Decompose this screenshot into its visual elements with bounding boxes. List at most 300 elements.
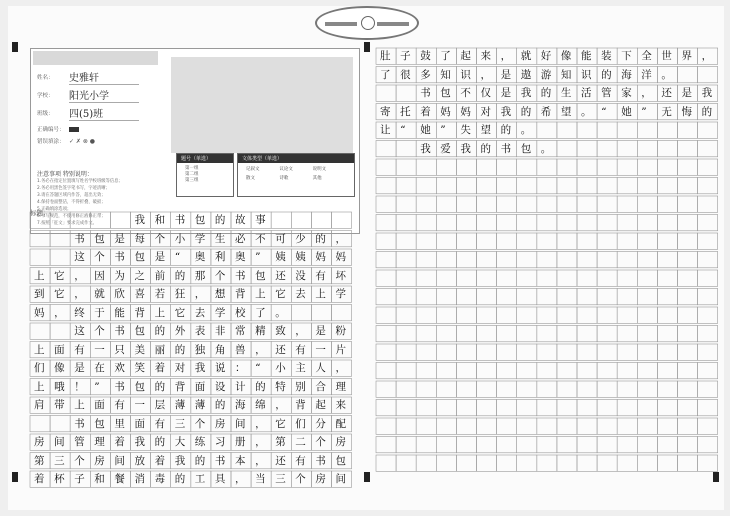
handwritten-char: 还 — [661, 87, 672, 99]
handwritten-char: ！ — [74, 380, 85, 393]
handwritten-char: 游 — [540, 68, 552, 81]
handwritten-char: 我 — [174, 454, 186, 467]
handwritten-char: 妈 — [440, 105, 451, 118]
grid-cell — [657, 418, 677, 434]
grid-cell — [416, 381, 436, 397]
grid-cell — [416, 159, 436, 175]
handwritten-char: 薄 — [194, 399, 206, 411]
handwritten-char: 喜 — [134, 288, 145, 300]
handwritten-char: 毒 — [154, 473, 166, 485]
grid-cell — [30, 249, 50, 265]
grid-cell — [617, 196, 637, 212]
grid-cell — [617, 178, 637, 194]
grid-cell — [30, 212, 50, 228]
grid-cell — [436, 437, 456, 453]
grid-cell — [271, 212, 291, 228]
grid-cell — [597, 233, 617, 249]
grid-cell — [416, 178, 436, 194]
grid-cell — [376, 344, 396, 360]
grid-cell — [597, 141, 617, 157]
grid-cell — [456, 178, 476, 194]
handwritten-char: 爱 — [440, 142, 451, 155]
handwritten-char: 背 — [134, 306, 145, 319]
grid-cell — [577, 178, 597, 194]
handwritten-char: 着 — [154, 362, 166, 374]
handwritten-char: 合 — [315, 380, 326, 393]
grid-cell — [456, 437, 476, 453]
grid-cell — [396, 381, 416, 397]
handwritten-char: 是 — [74, 362, 85, 374]
handwritten-char: 洋 — [641, 68, 652, 81]
handwritten-char: 鼓 — [420, 50, 431, 62]
grid-cell — [557, 400, 577, 416]
handwritten-char: 管 — [601, 87, 612, 99]
grid-cell — [497, 215, 517, 231]
handwritten-char: 间 — [114, 454, 125, 467]
registration-mark — [12, 42, 18, 52]
handwritten-char: 个 — [74, 454, 85, 467]
grid-cell — [376, 437, 396, 453]
handwritten-char: 粉 — [335, 325, 346, 337]
grid-cell — [577, 437, 597, 453]
grid-cell — [698, 67, 718, 83]
handwritten-char: 它 — [275, 288, 286, 300]
grid-cell — [456, 326, 476, 342]
grid-cell — [517, 307, 537, 323]
grid-cell — [497, 344, 517, 360]
grid-cell — [637, 344, 657, 360]
grid-cell — [396, 455, 416, 471]
grid-cell — [537, 455, 557, 471]
handwritten-char: ， — [480, 68, 491, 81]
handwritten-char: 上 — [154, 306, 166, 319]
handwritten-char: 哦 — [54, 380, 65, 393]
handwritten-char: 无 — [661, 105, 672, 118]
grid-cell — [617, 233, 637, 249]
handwritten-char: 面 — [134, 417, 145, 430]
grid-cell — [597, 400, 617, 416]
grid-cell — [332, 305, 352, 321]
handwritten-char: 包 — [94, 232, 105, 245]
handwritten-char: 书 — [174, 214, 186, 226]
handwritten-char: 我 — [194, 362, 206, 374]
handwritten-char: “ — [601, 105, 607, 118]
grid-cell — [376, 85, 396, 101]
grid-cell — [517, 196, 537, 212]
handwritten-char: 消 — [134, 473, 145, 485]
grid-cell — [416, 455, 436, 471]
handwritten-char: 我 — [420, 142, 431, 155]
handwritten-char: 外 — [174, 325, 186, 337]
grid-cell — [597, 418, 617, 434]
grid-cell — [456, 363, 476, 379]
handwritten-char: 我 — [134, 436, 145, 448]
grid-cell — [517, 233, 537, 249]
grid-cell — [657, 400, 677, 416]
handwritten-char: 是 — [154, 251, 166, 263]
grid-cell — [657, 437, 677, 453]
handwritten-char: 第 — [275, 436, 286, 448]
handwritten-char: 生 — [214, 232, 226, 245]
grid-cell — [537, 381, 557, 397]
handwritten-char: 设 — [214, 380, 226, 393]
handwritten-char: 当 — [255, 473, 266, 485]
school-field[interactable]: 阳光小学 — [69, 87, 139, 103]
grid-cell — [597, 215, 617, 231]
grid-cell — [617, 400, 637, 416]
handwritten-char: 望 — [480, 124, 491, 136]
handwritten-char: 间 — [54, 436, 65, 448]
handwritten-char: ， — [500, 50, 512, 62]
grid-cell — [436, 307, 456, 323]
genre-option[interactable]: 其他 — [312, 176, 322, 181]
grid-cell — [376, 455, 396, 471]
registration-mark — [364, 42, 370, 52]
genre-option[interactable]: 记叙文 — [246, 167, 260, 172]
handwritten-char: 是 — [500, 87, 512, 99]
grid-cell — [678, 381, 698, 397]
essay-title-label: 标题： — [30, 209, 50, 217]
grid-cell — [678, 178, 698, 194]
handwritten-char: ” — [255, 251, 261, 263]
grid-cell — [617, 159, 637, 175]
grid-cell — [698, 178, 718, 194]
topic-option[interactable]: 第三组 — [185, 178, 199, 183]
grid-cell — [50, 249, 70, 265]
handwritten-char: 主 — [295, 362, 306, 374]
grid-cell — [517, 400, 537, 416]
handwritten-char: 活 — [581, 87, 592, 99]
grid-cell — [90, 212, 110, 228]
handwritten-char: 悔 — [681, 105, 692, 118]
handwritten-char: 就 — [520, 50, 532, 62]
handwritten-char: 的 — [154, 325, 166, 337]
grid-cell — [637, 418, 657, 434]
grid-cell — [396, 85, 416, 101]
handwritten-char: 着 — [420, 105, 431, 118]
grid-cell — [698, 381, 718, 397]
grid-cell — [332, 212, 352, 228]
grid-cell — [416, 233, 436, 249]
grid-cell — [657, 326, 677, 342]
topic-option[interactable]: 第二组 — [185, 172, 199, 177]
grid-cell — [497, 178, 517, 194]
name-field[interactable]: 史雅轩 — [69, 69, 139, 85]
handwritten-char: 的 — [500, 124, 512, 136]
grid-cell — [376, 159, 396, 175]
grid-cell — [477, 344, 497, 360]
grid-cell — [657, 141, 677, 157]
grid-cell — [537, 437, 557, 453]
grid-cell — [557, 326, 577, 342]
grid-cell — [456, 381, 476, 397]
handwritten-char: 肚 — [380, 50, 391, 62]
handwritten-char: 的 — [174, 473, 186, 485]
wrong-fill-sample: ✓ ✗ ⊗ ● — [69, 137, 96, 145]
grid-cell — [497, 326, 517, 342]
genre-option[interactable]: 散文 — [246, 176, 255, 181]
grid-cell — [698, 252, 718, 268]
handwritten-char: 的 — [540, 87, 552, 99]
handwritten-char: 带 — [54, 399, 65, 411]
grid-cell — [617, 437, 637, 453]
grid-cell — [477, 233, 497, 249]
handwritten-char: 是 — [681, 87, 692, 99]
handwritten-char: 了 — [380, 68, 391, 81]
handwritten-char: 可 — [275, 232, 286, 245]
handwritten-char: 着 — [114, 436, 125, 448]
handwritten-char: 奥 — [194, 251, 206, 263]
grid-cell — [376, 196, 396, 212]
grid-cell — [376, 141, 396, 157]
handwritten-char: ， — [335, 232, 346, 245]
grid-cell — [517, 270, 537, 286]
grid-cell — [396, 326, 416, 342]
grid-cell — [436, 344, 456, 360]
handwritten-char: 的 — [520, 105, 532, 118]
handwritten-char: 致 — [275, 325, 286, 337]
correct-fill-label: 正确编号： — [37, 127, 65, 133]
grid-cell — [477, 178, 497, 194]
grid-cell — [597, 178, 617, 194]
handwritten-char: 包 — [520, 142, 532, 155]
grid-cell — [396, 215, 416, 231]
grid-cell — [517, 437, 537, 453]
grid-cell — [577, 252, 597, 268]
handwritten-char: 计 — [235, 380, 246, 393]
grid-cell — [497, 381, 517, 397]
grid-cell — [657, 307, 677, 323]
handwritten-char: 家 — [621, 87, 632, 99]
grid-cell — [678, 196, 698, 212]
grid-cell — [416, 326, 436, 342]
handwritten-char: ， — [74, 288, 85, 300]
handwritten-char: 我 — [500, 105, 512, 118]
grid-cell — [678, 215, 698, 231]
handwritten-char: 肩 — [34, 399, 45, 411]
grid-cell — [637, 215, 657, 231]
handwritten-char: 。 — [661, 68, 672, 81]
grid-cell — [657, 289, 677, 305]
grid-cell — [557, 418, 577, 434]
grid-cell — [50, 231, 70, 247]
grid-cell — [396, 196, 416, 212]
grid-cell — [537, 270, 557, 286]
handwritten-char: ， — [194, 288, 206, 300]
grid-cell — [637, 455, 657, 471]
grid-cell — [577, 270, 597, 286]
topic-box-title: 题号（单选） — [177, 154, 233, 163]
grid-cell — [637, 289, 657, 305]
handwritten-char: 书 — [114, 380, 125, 393]
grid-cell — [577, 381, 597, 397]
grid-cell — [597, 326, 617, 342]
grid-cell — [577, 233, 597, 249]
handwritten-char: 包 — [134, 325, 145, 337]
grid-cell — [537, 400, 557, 416]
grid-cell — [537, 289, 557, 305]
wrong-fill-label: 错误填涂： — [37, 139, 65, 145]
grid-cell — [456, 215, 476, 231]
registration-mark — [713, 472, 719, 482]
grid-cell — [396, 233, 416, 249]
grid-cell — [577, 141, 597, 157]
handwritten-char: 学 — [214, 306, 226, 319]
handwritten-char: 它 — [54, 269, 65, 282]
grid-cell — [537, 159, 557, 175]
grid-cell — [657, 381, 677, 397]
handwritten-char: 独 — [194, 343, 206, 356]
handwritten-char: 背 — [295, 399, 306, 411]
handwritten-char: 利 — [214, 251, 226, 263]
grid-cell — [678, 159, 698, 175]
genre-option[interactable]: 诗歌 — [279, 176, 289, 181]
grid-cell — [477, 270, 497, 286]
grid-cell — [698, 400, 718, 416]
grid-cell — [396, 159, 416, 175]
grid-cell — [597, 381, 617, 397]
grid-cell — [698, 344, 718, 360]
handwritten-char: 姨 — [275, 251, 286, 263]
genre-option[interactable]: 议论文 — [279, 167, 293, 172]
handwritten-char: 每 — [134, 232, 145, 245]
grid-cell — [456, 344, 476, 360]
grid-cell — [376, 307, 396, 323]
grid-cell — [477, 289, 497, 305]
handwritten-char: 薄 — [174, 399, 186, 411]
registration-mark — [364, 472, 370, 482]
handwritten-char: 册 — [235, 436, 246, 448]
handwritten-char: “ — [400, 124, 406, 136]
handwritten-char: 妈 — [315, 251, 326, 263]
handwritten-char: 这 — [74, 251, 85, 263]
handwritten-char: 姨 — [295, 251, 306, 263]
grid-cell — [537, 326, 557, 342]
handwritten-char: 的 — [255, 380, 266, 393]
grid-cell — [577, 122, 597, 138]
grid-cell — [678, 363, 698, 379]
handwritten-char: 上 — [34, 380, 45, 393]
grid-cell — [537, 215, 557, 231]
grid-cell — [678, 233, 698, 249]
grid-cell — [517, 159, 537, 175]
grid-cell — [557, 159, 577, 175]
handwritten-char: 习 — [214, 436, 226, 448]
grid-cell — [617, 326, 637, 342]
grid-cell — [537, 178, 557, 194]
grid-cell — [557, 344, 577, 360]
grid-cell — [698, 307, 718, 323]
grid-cell — [436, 289, 456, 305]
grid-cell — [617, 270, 637, 286]
grid-cell — [436, 178, 456, 194]
handwritten-char: 表 — [194, 325, 206, 337]
grid-cell — [30, 231, 50, 247]
name-label: 姓名： — [37, 75, 54, 81]
handwritten-char: 书 — [74, 417, 85, 430]
grid-cell — [597, 196, 617, 212]
grid-cell — [557, 122, 577, 138]
grid-cell — [557, 178, 577, 194]
grid-cell — [678, 307, 698, 323]
grid-cell — [50, 323, 70, 339]
handwritten-char: 房 — [34, 436, 45, 448]
grid-cell — [597, 455, 617, 471]
grid-cell — [617, 418, 637, 434]
handwritten-char: 一 — [315, 343, 326, 356]
handwritten-char: 一 — [94, 343, 105, 356]
grid-cell — [637, 400, 657, 416]
handwritten-char: 理 — [335, 380, 346, 393]
grid-cell — [517, 418, 537, 434]
handwritten-char: 她 — [621, 105, 632, 118]
handwritten-char: 还 — [275, 269, 286, 282]
handwritten-char: 我 — [134, 214, 145, 226]
grid-cell — [678, 455, 698, 471]
handwritten-char: 上 — [74, 399, 85, 411]
handwritten-char: 放 — [134, 454, 145, 467]
grid-cell — [477, 381, 497, 397]
handwritten-char: 书 — [420, 87, 431, 99]
handwritten-char: 它 — [54, 288, 65, 300]
handwritten-char: 于 — [94, 306, 105, 319]
grid-cell — [597, 363, 617, 379]
handwritten-char: 书 — [500, 142, 512, 155]
handwritten-char: 若 — [154, 288, 166, 300]
handwritten-char: 妈 — [34, 306, 45, 319]
handwritten-char: 包 — [194, 214, 206, 226]
grid-cell — [557, 455, 577, 471]
topic-option[interactable]: 第一组 — [185, 166, 199, 171]
grid-cell — [477, 418, 497, 434]
handwritten-char: 全 — [641, 50, 652, 62]
grid-cell — [436, 400, 456, 416]
grid-cell — [416, 307, 436, 323]
handwritten-char: 少 — [295, 232, 306, 245]
handwritten-char: 生 — [560, 87, 572, 99]
handwritten-char: 我 — [460, 142, 471, 155]
handwritten-char: 学 — [335, 288, 346, 300]
grid-cell — [637, 252, 657, 268]
grid-cell — [597, 344, 617, 360]
handwritten-char: 。 — [275, 306, 286, 319]
grid-cell — [376, 363, 396, 379]
grid-cell — [477, 252, 497, 268]
grid-cell — [577, 215, 597, 231]
handwritten-char: 知 — [560, 68, 572, 81]
handwritten-char: 有 — [74, 343, 85, 356]
grid-cell — [497, 437, 517, 453]
grid-cell — [657, 363, 677, 379]
handwritten-char: 包 — [440, 87, 451, 99]
genre-option[interactable]: 说明文 — [312, 167, 327, 172]
handwritten-char: 精 — [255, 325, 266, 337]
grid-cell — [577, 196, 597, 212]
grid-cell — [311, 305, 331, 321]
grid-cell — [396, 178, 416, 194]
handwritten-char: 校 — [235, 306, 246, 319]
class-field[interactable]: 四(5)班 — [69, 105, 139, 121]
handwritten-char: 没 — [295, 269, 306, 282]
grid-cell — [497, 159, 517, 175]
handwritten-char: 不 — [460, 87, 471, 99]
grid-cell — [557, 233, 577, 249]
handwritten-char: ” — [641, 105, 647, 118]
grid-cell — [50, 416, 70, 432]
handwritten-char: 三 — [275, 473, 286, 485]
handwritten-char: 妈 — [335, 251, 346, 263]
grid-cell — [456, 307, 476, 323]
